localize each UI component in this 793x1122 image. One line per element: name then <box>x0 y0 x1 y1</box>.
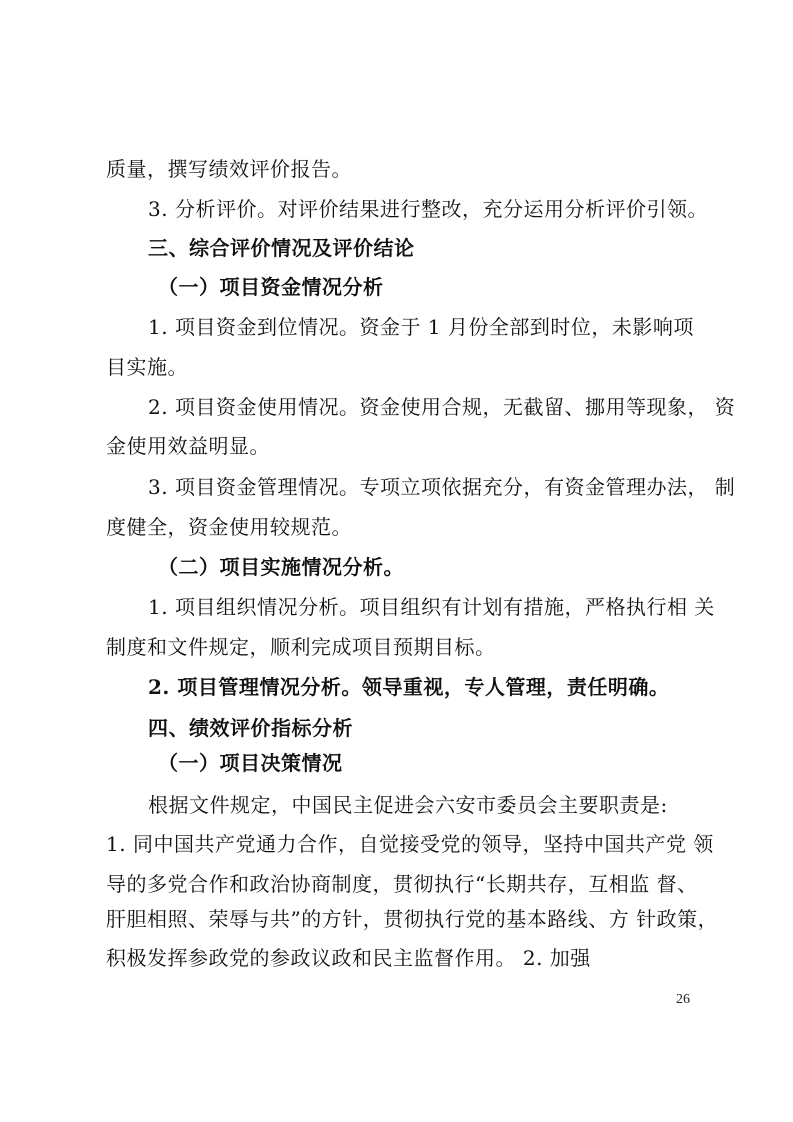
paragraph-line: 积极发挥参政党的参政议政和民主监督作用。 2. 加强 <box>106 946 591 970</box>
subsection-heading: （二）项目实施情况分析。 <box>158 555 404 579</box>
paragraph-line: 度健全，资金使用较规范。 <box>106 515 352 539</box>
paragraph-line: 导的多党合作和政治协商制度，贯彻执行“长期共存，互相监 督、 <box>106 872 698 896</box>
section-heading: 三、综合评价情况及评价结论 <box>148 236 415 260</box>
paragraph-line: 目实施。 <box>106 355 188 379</box>
paragraph-line: 1. 项目资金到位情况。资金于 1 月份全部到时位，未影响项 <box>148 315 694 339</box>
page-number: 26 <box>676 992 690 1007</box>
section-heading: 四、绩效评价指标分析 <box>148 716 353 740</box>
subsection-heading: （一）项目资金情况分析 <box>158 275 384 299</box>
paragraph-line: 1. 项目组织情况分析。项目组织有计划有措施，严格执行相 关 <box>148 595 715 619</box>
paragraph-line: 3. 项目资金管理情况。专项立项依据充分，有资金管理办法， 制 <box>148 475 736 499</box>
paragraph-line: 制度和文件规定，顺利完成项目预期目标。 <box>106 635 496 659</box>
paragraph-line: 2. 项目管理情况分析。领导重视，专人管理，责任明确。 <box>148 675 670 699</box>
paragraph-line: 肝胆相照、荣辱与共”的方针，贯彻执行党的基本路线、方 针政策， <box>106 907 719 931</box>
paragraph-line: 1. 同中国共产党通力合作，自觉接受党的领导，坚持中国共产党 领 <box>106 832 714 856</box>
paragraph-line: 2. 项目资金使用情况。资金使用合规，无截留、挪用等现象， 资 <box>148 395 736 419</box>
subsection-heading: （一）项目决策情况 <box>158 751 343 775</box>
paragraph-line: 3. 分析评价。对评价结果进行整改，充分运用分析评价引领。 <box>148 197 708 221</box>
paragraph-line: 金使用效益明显。 <box>106 434 270 458</box>
paragraph-line: 根据文件规定，中国民主促进会六安市委员会主要职责是: <box>148 793 668 817</box>
paragraph-line: 质量，撰写绩效评价报告。 <box>106 157 352 181</box>
